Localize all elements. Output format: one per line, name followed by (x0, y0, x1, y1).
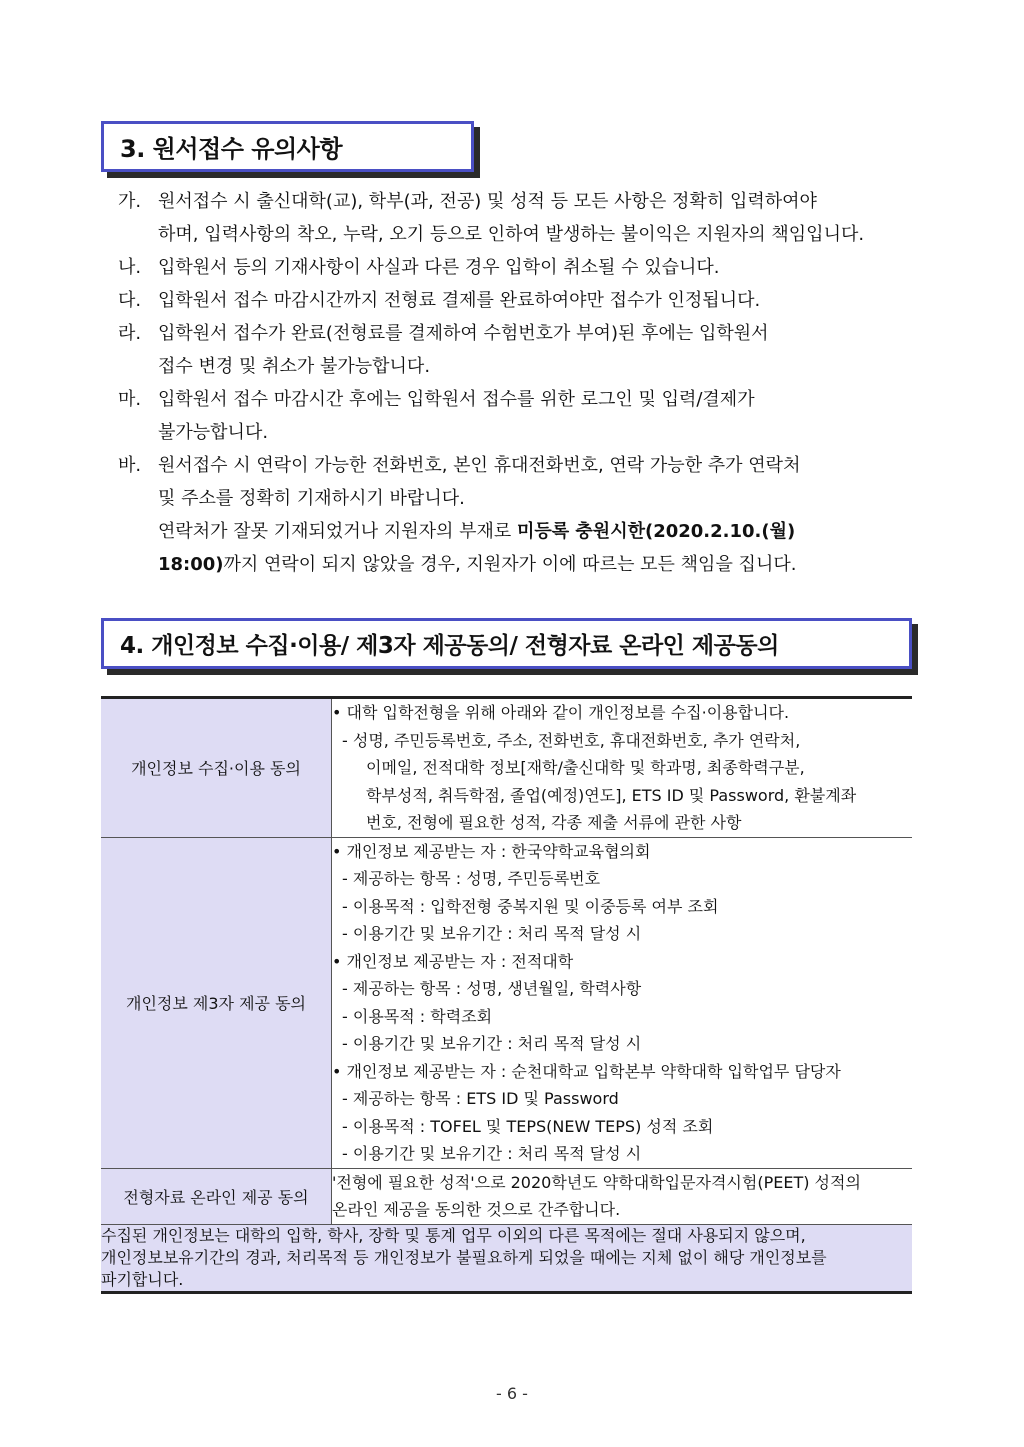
list-item (118, 185, 928, 251)
footer-line: 수집된 개인정보는 대학의 입학, 학사, 장학 및 통계 업무 이외의 다른 목적에는 절대 사용되지 않으며, (101, 1225, 806, 1245)
item-text: 입학원서 접수가 완료(전형료를 결제하여 수험번호가 부여)된 후에는 입학원서 (158, 323, 769, 344)
bullet-item: • 개인정보 제공받는 자 : 전적대학 (332, 951, 574, 971)
list-item (118, 383, 928, 449)
content-line: '전형에 필요한 성적'으로 2020학년도 약학대학입문자격시험(PEET) 성적의 (332, 1172, 861, 1192)
list-item (118, 317, 928, 383)
deadline-note-cont: 18:00)까지 연락이 되지 않았을 경우, 지원자가 이에 따르는 모든 책임을 집니다. (158, 554, 797, 575)
item-marker: 라. (118, 323, 142, 344)
content-line: 온라인 제공을 동의한 것으로 간주합니다. (332, 1200, 621, 1219)
section-4-heading: 4. 개인정보 수집·이용/ 제3자 제공동의/ 전형자료 온라인 제공동의 (101, 618, 912, 669)
footer-line: 파기합니다. (101, 1269, 184, 1289)
item-text: 불가능합니다. (158, 422, 269, 443)
page-number: - 6 - (496, 1384, 528, 1403)
sub-item: - 제공하는 항목 : ETS ID 및 Password (342, 1089, 619, 1108)
retention-notice (101, 1224, 912, 1292)
item-text: 원서접수 시 출신대학(교), 학부(과, 전공) 및 성적 등 모든 사항은 정확히 입력하여야 (158, 191, 817, 212)
sub-item: - 제공하는 항목 : 성명, 생년월일, 학력사항 (342, 979, 642, 998)
deadline-time: 18:00) (158, 554, 224, 575)
row-label: 전형자료 온라인 제공 동의 (101, 1168, 332, 1224)
sub-item: - 이용기간 및 보유기간 : 처리 목적 달성 시 (342, 1144, 642, 1163)
table-row (101, 1168, 912, 1224)
list-item (118, 284, 928, 317)
sub-item: - 성명, 주민등록번호, 주소, 전화번호, 휴대전화번호, 추가 연락처, (342, 730, 801, 750)
sub-item-cont: 이메일, 전적대학 정보[재학/출신대학 및 학과명, 최종학력구분, (366, 758, 805, 777)
item-marker: 바. (118, 455, 142, 476)
row-label: 개인정보 제3자 제공 동의 (101, 837, 332, 1168)
row-label: 개인정보 수집·이용 동의 (101, 698, 332, 838)
bullet-item: • 개인정보 제공받는 자 : 순천대학교 입학본부 약학대학 입학업무 담당자 (332, 1061, 841, 1081)
item-marker: 마. (118, 389, 142, 410)
sub-item: - 이용목적 : 학력조회 (342, 1006, 493, 1026)
notice-list (118, 185, 928, 581)
bullet-item: • 개인정보 제공받는 자 : 한국약학교육협의회 (332, 841, 651, 861)
item-marker: 다. (118, 290, 142, 311)
table-row (101, 837, 912, 1168)
deadline-date: 미등록 충원시한(2020.2.10.(월) (516, 521, 796, 542)
item-text: 입학원서 접수 마감시간까지 전형료 결제를 완료하여야만 접수가 인정됩니다. (158, 290, 761, 311)
sub-item: - 이용목적 : TOFEL 및 TEPS(NEW TEPS) 성적 조회 (342, 1116, 714, 1136)
item-text: 접수 변경 및 취소가 불가능합니다. (158, 356, 431, 377)
sub-item: - 이용기간 및 보유기간 : 처리 목적 달성 시 (342, 924, 642, 943)
row-content (332, 837, 913, 1168)
sub-item: - 이용기간 및 보유기간 : 처리 목적 달성 시 (342, 1034, 642, 1053)
item-text: 입학원서 등의 기재사항이 사실과 다른 경우 입학이 취소될 수 있습니다. (158, 257, 720, 278)
item-text: 및 주소를 정확히 기재하시기 바랍니다. (158, 488, 465, 509)
row-content (332, 1168, 913, 1224)
item-text: 입학원서 접수 마감시간 후에는 입학원서 접수를 위한 로그인 및 입력/결제가 (158, 389, 755, 410)
item-text: 하며, 입력사항의 착오, 누락, 오기 등으로 인하여 발생하는 불이익은 지원자의 책임입니다. (158, 224, 865, 245)
list-item (118, 251, 928, 284)
table-footer-row (101, 1224, 912, 1292)
table-row (101, 698, 912, 838)
item-marker: 가. (118, 191, 142, 212)
sub-item-cont: 학부성적, 취득학점, 졸업(예정)연도], ETS ID 및 Password, 환불계좌 (366, 785, 857, 805)
item-marker: 나. (118, 257, 142, 278)
list-item (118, 449, 928, 581)
sub-item: - 제공하는 항목 : 성명, 주민등록번호 (342, 869, 601, 888)
item-text: 원서접수 시 연락이 가능한 전화번호, 본인 휴대전화번호, 연락 가능한 추가 연락처 (158, 455, 801, 476)
deadline-note: 연락처가 잘못 기재되었거나 지원자의 부재로 미등록 충원시한(2020.2.10.(월) (158, 521, 796, 542)
sub-item-cont: 번호, 전형에 필요한 성적, 각종 제출 서류에 관한 사항 (366, 813, 742, 832)
row-content (332, 698, 913, 838)
sub-item: - 이용목적 : 입학전형 중복지원 및 이중등록 여부 조회 (342, 896, 719, 916)
section-3-heading: 3. 원서접수 유의사항 (101, 121, 474, 172)
bullet-item: • 대학 입학전형을 위해 아래와 같이 개인정보를 수집·이용합니다. (332, 703, 790, 722)
consent-table (101, 696, 912, 1294)
footer-line: 개인정보보유기간의 경과, 처리목적 등 개인정보가 불필요하게 되었을 때에는 지체 없이 해당 개인정보를 (101, 1247, 827, 1267)
